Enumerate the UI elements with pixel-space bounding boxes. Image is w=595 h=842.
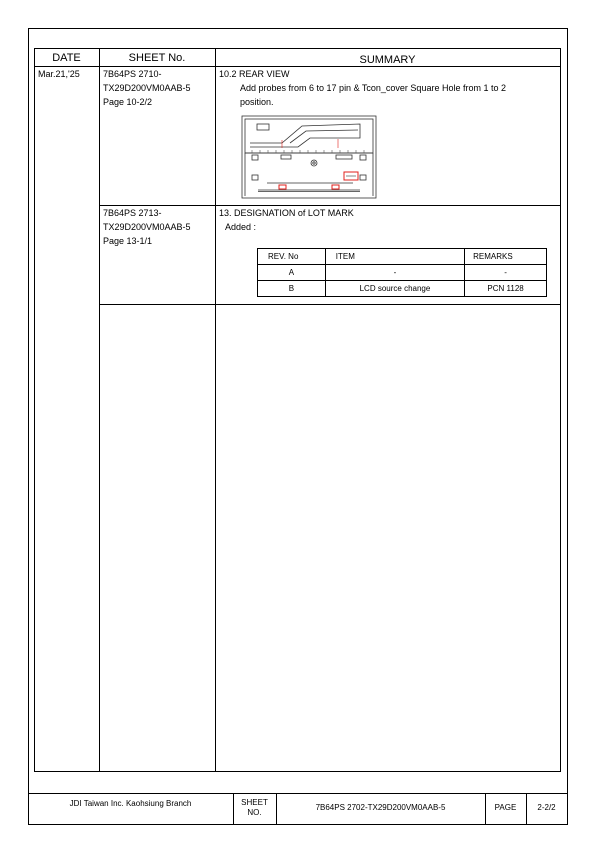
- sheet-no-header: SHEET No.: [128, 52, 186, 64]
- item-header: ITEM: [325, 249, 464, 265]
- entry2-added: Added :: [225, 222, 257, 232]
- footer-sheet-no: 7B64PS 2702-TX29D200VM0AAB-5: [315, 803, 446, 812]
- rev-no-header: REV. No: [258, 249, 326, 265]
- sheet-label-2: NO.: [247, 808, 262, 817]
- row-divider-2: [99, 304, 561, 305]
- remarks-cell: PCN 1128: [465, 281, 547, 297]
- rear-view-drawing: [240, 114, 378, 200]
- entry1-desc-line-2: position.: [240, 97, 274, 107]
- item-cell: LCD source change: [325, 281, 464, 297]
- table-row: [258, 281, 547, 297]
- entry2-sheet-line-2: TX29D200VM0AAB-5: [103, 222, 191, 232]
- company-name: JDI Taiwan Inc. Kaohsiung Branch: [69, 799, 192, 808]
- rev-no-cell: A: [258, 265, 326, 281]
- entry1-sheet-line-1: 7B64PS 2710-: [103, 69, 162, 79]
- table-top: [34, 48, 561, 49]
- entry-date: Mar.21,'25: [38, 69, 80, 79]
- frame-bottom: [28, 824, 568, 825]
- revision-table-header: [258, 249, 547, 265]
- remarks-cell: -: [465, 265, 547, 281]
- entry2-sheet-line-3: Page 13-1/1: [103, 236, 153, 246]
- entry1-desc-line-1: Add probes from 6 to 17 pin & Tcon_cover Square Hole from 1 to 2: [240, 83, 506, 93]
- table-bottom: [34, 771, 561, 772]
- table-col1: [99, 48, 100, 772]
- entry2-title: 13. DESIGNATION of LOT MARK: [219, 208, 354, 218]
- date-header: DATE: [52, 52, 81, 64]
- summary-header: SUMMARY: [359, 54, 416, 66]
- table-left: [34, 48, 35, 772]
- footer-top: [28, 793, 568, 794]
- page-value: 2-2/2: [537, 803, 556, 812]
- frame-top: [28, 28, 568, 29]
- table-right: [560, 48, 561, 772]
- entry1-title: 10.2 REAR VIEW: [219, 69, 290, 79]
- entry1-sheet-line-2: TX29D200VM0AAB-5: [103, 83, 191, 93]
- item-cell: -: [325, 265, 464, 281]
- remarks-header: REMARKS: [465, 249, 547, 265]
- rev-no-cell: B: [258, 281, 326, 297]
- entry1-sheet-line-3: Page 10-2/2: [103, 97, 153, 107]
- frame-left: [28, 28, 29, 825]
- sheet-label-1: SHEET: [241, 798, 268, 807]
- table-row: [258, 265, 547, 281]
- frame-right: [567, 28, 568, 825]
- entry2-sheet-line-1: 7B64PS 2713-: [103, 208, 162, 218]
- revision-table: [257, 248, 547, 297]
- table-col2: [215, 48, 216, 772]
- page-label: PAGE: [494, 803, 517, 812]
